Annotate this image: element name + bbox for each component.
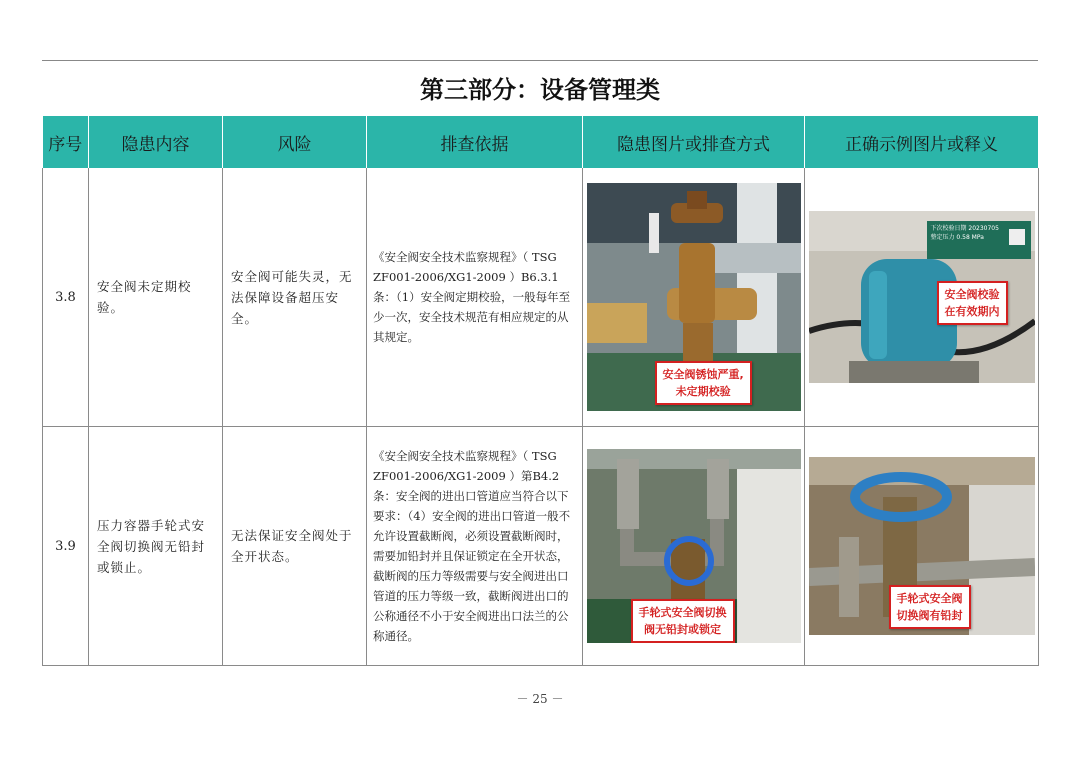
header-hazard: 隐患内容 — [89, 116, 223, 168]
hazard-photo-cell — [583, 427, 805, 666]
table-row — [43, 168, 1039, 427]
calibration-tag — [931, 224, 999, 242]
callout-line: 手轮式安全阀切换 — [638, 606, 727, 619]
hazard-callout — [655, 361, 752, 405]
section-title: 第三部分：设备管理类 — [420, 76, 660, 104]
row-risk: 无法保证安全阀处于全开状态。 — [223, 427, 367, 666]
sealed-valve-photo — [809, 457, 1035, 635]
callout-line: 未定期校验 — [675, 385, 731, 398]
correct-photo-cell — [805, 427, 1039, 666]
correct-photo-cell — [805, 168, 1039, 427]
row-seq: 3.8 — [43, 168, 89, 427]
header-seq: 序号 — [43, 116, 89, 168]
row-seq: 3.9 — [43, 427, 89, 666]
hazard-photo-cell — [583, 168, 805, 427]
table-row — [43, 427, 1039, 666]
row-hazard: 安全阀未定期校验。 — [89, 168, 223, 427]
callout-line: 切换阀有铅封 — [896, 609, 963, 622]
callout-line: 安全阀锈蚀严重, — [662, 368, 744, 381]
row-basis: 《安全阀安全技术监察规程》（ TSG ZF001-2006/XG1-2009 ）B6.3.1条：（1）安全阀定期校验，一般每年至少一次，安全技术规范有相应规定的从其规定。 — [367, 168, 583, 427]
row-basis: 《安全阀安全技术监察规程》（ TSG ZF001-2006/XG1-2009 ）第B4.2条：安全阀的进出口管道应当符合以下要求：（4）安全阀的进出口管道一般不允许设置截断阀，必须设置截断阀时，需要加铅封并且保证锁定在全开状态，截断阀的压力等级需要与安全阀进出口管道的压力等级一致，截断阀进出口的公称通径不小于安全阀进出口法兰的公称通径。 — [367, 427, 583, 666]
header-correct-photo: 正确示例图片或释义 — [805, 116, 1039, 168]
row-risk: 安全阀可能失灵，无法保障设备超压安全。 — [223, 168, 367, 427]
tag-line: 下次校验日期 20230705 — [930, 225, 999, 232]
rusty-valve-photo — [587, 183, 801, 411]
header-basis: 排查依据 — [367, 116, 583, 168]
tag-line: 整定压力 0.58 MPa — [930, 234, 984, 241]
table-header-row — [43, 116, 1039, 168]
handwheel-valve-photo — [587, 449, 801, 643]
callout-line: 阀无铅封或锁定 — [644, 623, 721, 636]
header-hazard-photo: 隐患图片或排查方式 — [583, 116, 805, 168]
hazard-table — [42, 116, 1039, 666]
row-hazard: 压力容器手轮式安全阀切换阀无铅封或锁止。 — [89, 427, 223, 666]
page-number: － 25 － — [516, 692, 564, 706]
header-risk: 风险 — [223, 116, 367, 168]
top-rule — [42, 60, 1038, 61]
callout-line: 安全阀校验 — [944, 288, 1000, 301]
callout-line: 在有效期内 — [944, 305, 1000, 318]
callout-line: 手轮式安全阀 — [896, 592, 963, 605]
hazard-callout — [631, 599, 735, 643]
correct-callout — [937, 281, 1008, 325]
correct-callout — [889, 585, 971, 629]
blue-valve-photo — [809, 211, 1035, 383]
